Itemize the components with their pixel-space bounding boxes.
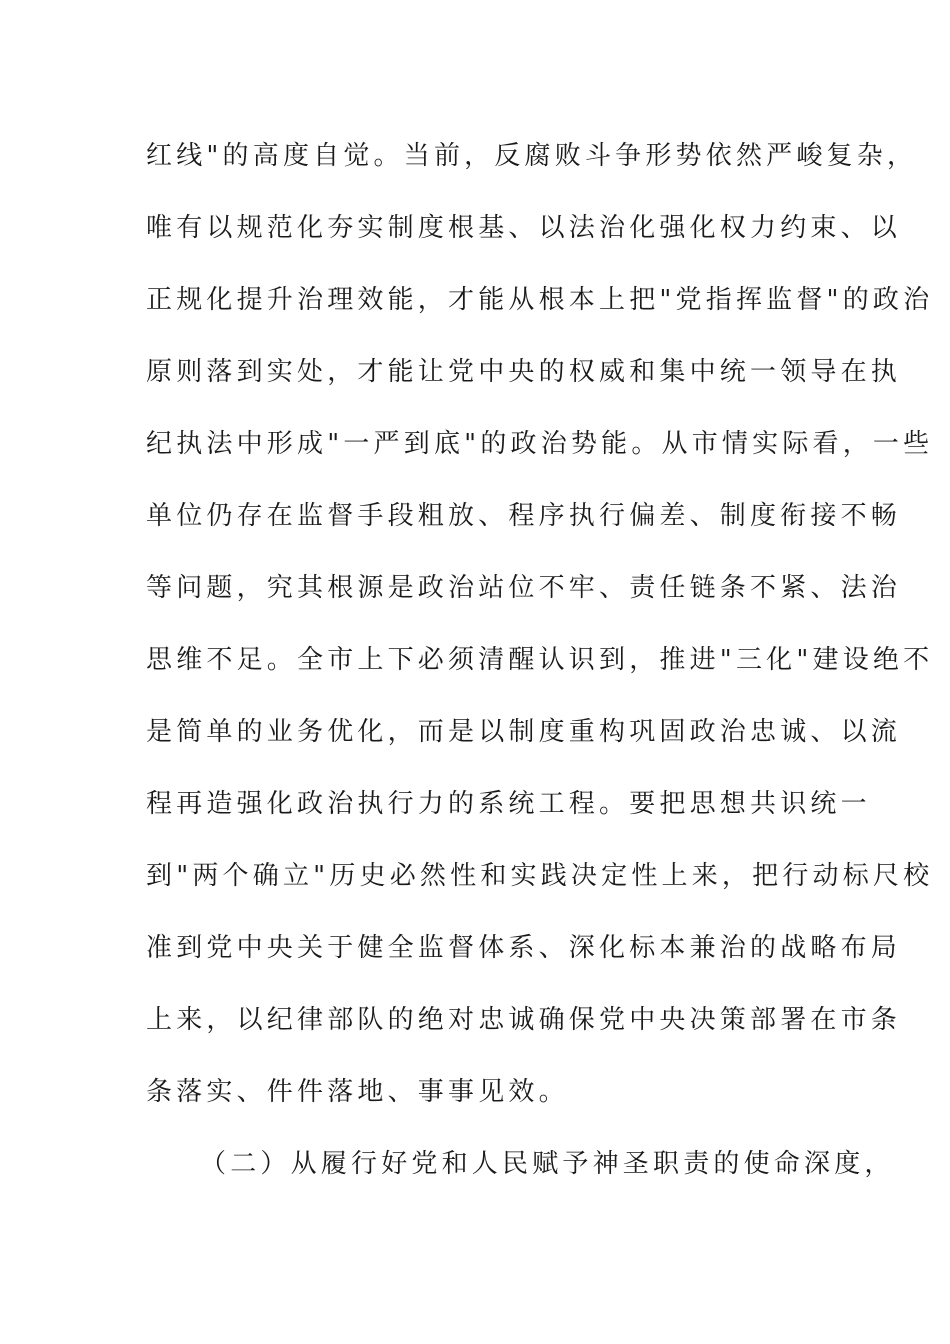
paragraph-line-6: 单位仍存在监督手段粗放、程序执行偏差、制度衔接不畅	[146, 501, 902, 531]
paragraph-line-3: 正规化提升治理效能，才能从根本上把"党指挥监督"的政治	[146, 285, 934, 315]
paragraph-line-12: 准到党中央关于健全监督体系、深化标本兼治的战略布局	[146, 933, 902, 963]
paragraph-line-5: 纪执法中形成"一严到底"的政治势能。从市情实际看，一些	[146, 429, 934, 459]
paragraph-line-2: 唯有以规范化夯实制度根基、以法治化强化权力约束、以	[146, 213, 902, 243]
paragraph-line-1: 红线"的高度自觉。当前，反腐败斗争形势依然严峻复杂，	[146, 141, 918, 171]
paragraph-line-13: 上来，以纪律部队的绝对忠诚确保党中央决策部署在市条	[146, 1005, 902, 1035]
paragraph-line-8: 思维不足。全市上下必须清醒认识到，推进"三化"建设绝不	[146, 645, 934, 675]
paragraph-line-4: 原则落到实处，才能让党中央的权威和集中统一领导在执	[146, 357, 902, 387]
paragraph-line-7: 等问题，究其根源是政治站位不牢、责任链条不紧、法治	[146, 573, 902, 603]
paragraph-line-9: 是简单的业务优化，而是以制度重构巩固政治忠诚、以流	[146, 717, 902, 747]
paragraph-line-10: 程再造强化政治执行力的系统工程。要把思想共识统一	[146, 789, 871, 819]
paragraph-line-11: 到"两个确立"历史必然性和实践决定性上来，把行动标尺校	[146, 861, 934, 891]
paragraph-line-14: 条落实、件件落地、事事见效。	[146, 1077, 569, 1107]
section-heading-line: （二）从履行好党和人民赋予神圣职责的使命深度，	[200, 1149, 895, 1179]
